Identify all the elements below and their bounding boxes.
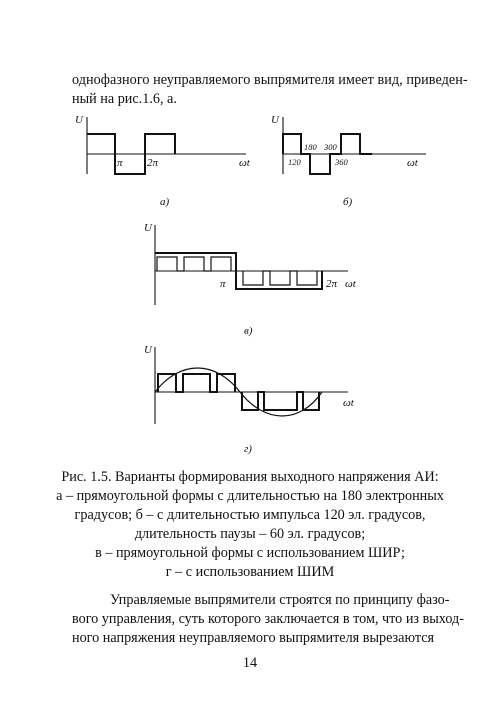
body-line-2: вого управления, суть которого заключается в том, что из выход- (72, 611, 464, 627)
figure-b (271, 114, 426, 208)
figure-a (75, 114, 251, 208)
body-line-1: Управляемые выпрямители строятся по принципу фазо- (110, 592, 450, 608)
figure-b-label-180: 180 (304, 142, 317, 152)
caption-line-6: г – с использованием ШИМ (165, 564, 335, 580)
figure-b-label-360: 360 (335, 157, 348, 167)
figure-a-y-label: U (75, 114, 83, 126)
figure-a-caption: а) (160, 196, 170, 208)
figure-v-envelope-positive (155, 253, 236, 271)
caption-line-1: Рис. 1.5. Варианты формирования выходного напряжения АИ: (61, 469, 439, 485)
figure-v-caption: в) (244, 325, 253, 337)
caption-line-3: градусов; б – с длительностью импульса 120 эл. градусов, (74, 507, 426, 523)
figure-g (144, 344, 355, 455)
figure-v-y-label: U (144, 222, 152, 234)
figure-b-label-300: 300 (324, 142, 337, 152)
figure-v (144, 222, 357, 337)
caption-line-4: длительность паузы – 60 эл. градусов; (134, 526, 366, 542)
caption-line-5: в – прямоугольной формы с использованием ШИР; (95, 545, 405, 561)
figure-v-pi-label: π (220, 278, 226, 290)
figure-b-x-label: ωt (407, 157, 418, 169)
figure-v-envelope-negative (236, 271, 322, 289)
figure-b-caption: б) (343, 196, 353, 208)
figure-a-two-pi-label: 2π (147, 157, 159, 169)
intro-line-1-text: однофазного неуправляемого выпрямителя имеет вид, приведен- (72, 72, 468, 88)
figure-v-pulses-negative (243, 271, 317, 285)
figure-b-label-120: 120 (288, 157, 301, 167)
caption-line-2: а – прямоугольной формы с длительностью на 180 электронных (56, 488, 444, 504)
body-line-3: ного напряжения неуправляемого выпрямителя вырезаются (72, 630, 435, 646)
figure-a-x-label: ωt (239, 157, 250, 169)
intro-line-2: ный на рис.1.6, а. (72, 91, 177, 107)
figure-v-x-label: ωt (345, 278, 356, 290)
figure-g-caption: г) (244, 443, 252, 455)
figure-g-x-label: ωt (343, 397, 354, 409)
figure-a-pi-label: π (117, 157, 123, 169)
figure-g-y-label: U (144, 344, 152, 356)
figure-v-pulses-positive (157, 257, 231, 271)
page-number: 14 (242, 655, 258, 671)
figure-b-y-label: U (271, 114, 279, 126)
figure-v-two-pi-label: 2π (326, 278, 338, 290)
